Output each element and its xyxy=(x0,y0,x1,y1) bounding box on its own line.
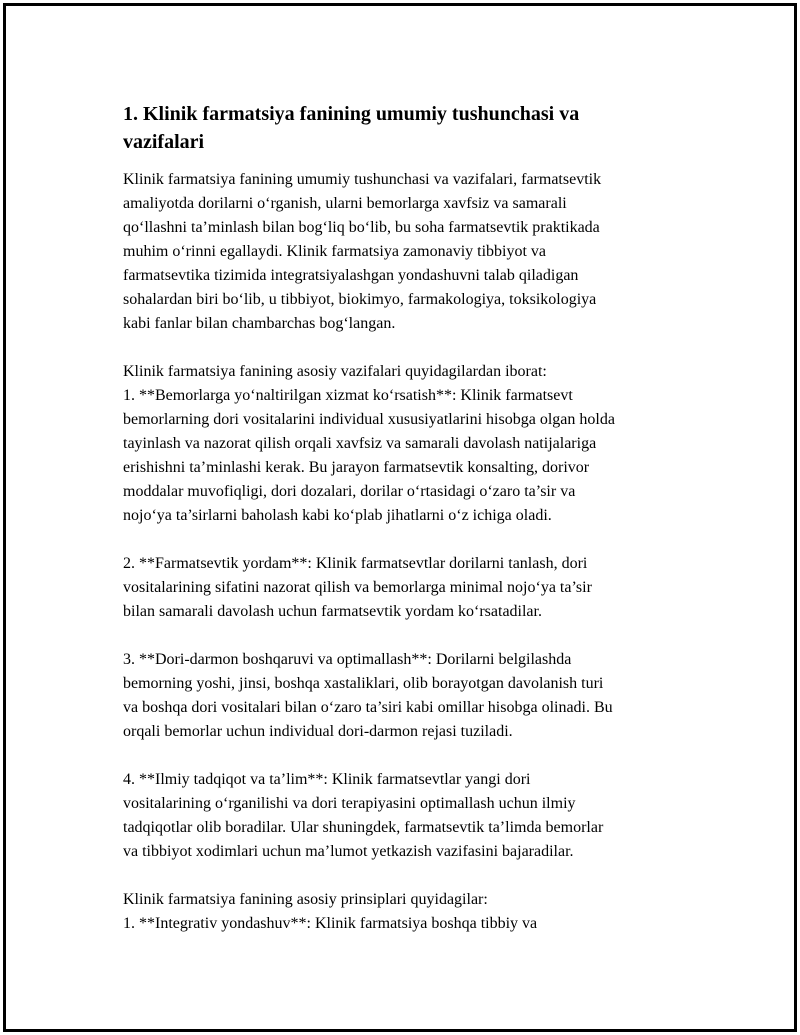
title-line: 1. Klinik farmatsiya fanining umumiy tushunchasi va xyxy=(123,103,580,125)
text-line: bemorlarning dori vositalarini individual xususiyatlarini hisobga olgan holda xyxy=(123,411,615,428)
text-line: amaliyotda dorilarni o‘rganish, ularni bemorlarga xavfsiz va samarali xyxy=(123,195,567,212)
text-line: vositalarining o‘rganilishi va dori terapiyasini optimallash uchun ilmiy xyxy=(123,795,576,812)
text-line: bemorning yoshi, jinsi, boshqa xastaliklari, olib borayotgan davolanish turi xyxy=(123,675,604,692)
text-line: nojo‘ya ta’sirlarni baholash kabi ko‘plab jihatlarni o‘z ichiga oladi. xyxy=(123,507,552,524)
text-line: sohalardan biri bo‘lib, u tibbiyot, biokimyo, farmakologiya, toksikologiya xyxy=(123,291,597,308)
principles-paragraph xyxy=(123,888,703,936)
text-line: Klinik farmatsiya fanining asosiy vazifalari quyidagilardan iborat: xyxy=(123,363,547,380)
text-line: erishishni ta’minlashi kerak. Bu jarayon farmatsevtik konsalting, dorivor xyxy=(123,459,590,476)
page-frame xyxy=(3,3,797,1032)
text-line: qo‘llashni ta’minlash bilan bog‘liq bo‘lib, bu soha farmatsevtik praktikada xyxy=(123,219,600,236)
text-line: 3. **Dori-darmon boshqaruvi va optimallash**: Dorilarni belgilashda xyxy=(123,651,572,668)
document-body xyxy=(123,100,703,960)
tasks-paragraph xyxy=(123,360,703,528)
text-line: moddalar muvofiqligi, dori dozalari, dorilar o‘rtasidagi o‘zaro ta’sir va xyxy=(123,483,576,500)
text-line: 1. **Integrativ yondashuv**: Klinik farmatsiya boshqa tibbiy va xyxy=(123,915,538,932)
text-line: tadqiqotlar olib boradilar. Ular shuningdek, farmatsevtik ta’limda bemorlar xyxy=(123,819,604,836)
task-4-paragraph xyxy=(123,768,703,864)
text-line: muhim o‘rinni egallaydi. Klinik farmatsiya zamonaviy tibbiyot va xyxy=(123,243,547,260)
text-line: Klinik farmatsiya fanining umumiy tushunchasi va vazifalari, farmatsevtik xyxy=(123,171,602,188)
text-line: Klinik farmatsiya fanining asosiy prinsiplari quyidagilar: xyxy=(123,891,488,908)
text-line: 1. **Bemorlarga yo‘naltirilgan xizmat ko‘rsatish**: Klinik farmatsevt xyxy=(123,387,573,404)
text-line: va tibbiyot xodimlari uchun ma’lumot yetkazish vazifasini bajaradilar. xyxy=(123,843,574,860)
text-line: 4. **Ilmiy tadqiqot va ta’lim**: Klinik farmatsevtlar yangi dori xyxy=(123,771,531,788)
text-line: tayinlash va nazorat qilish orqali xavfsiz va samarali davolash natijalariga xyxy=(123,435,597,452)
text-line: va boshqa dori vositalari bilan o‘zaro ta’siri kabi omillar hisobga olinadi. Bu xyxy=(123,699,613,716)
intro-paragraph xyxy=(123,168,703,336)
text-line: vositalarining sifatini nazorat qilish va bemorlarga minimal nojo‘ya ta’sir xyxy=(123,579,592,596)
title-line: vazifalari xyxy=(123,131,205,153)
task-2-paragraph xyxy=(123,552,703,624)
text-line: farmatsevtika tizimida integratsiyalashgan yondashuvni talab qiladigan xyxy=(123,267,579,284)
section-title xyxy=(123,100,703,156)
task-3-paragraph xyxy=(123,648,703,744)
text-line: 2. **Farmatsevtik yordam**: Klinik farmatsevtlar dorilarni tanlash, dori xyxy=(123,555,588,572)
text-line: orqali bemorlar uchun individual dori-darmon rejasi tuziladi. xyxy=(123,723,513,740)
text-line: bilan samarali davolash uchun farmatsevtik yordam ko‘rsatadilar. xyxy=(123,603,542,620)
text-line: kabi fanlar bilan chambarchas bog‘langan. xyxy=(123,315,396,332)
